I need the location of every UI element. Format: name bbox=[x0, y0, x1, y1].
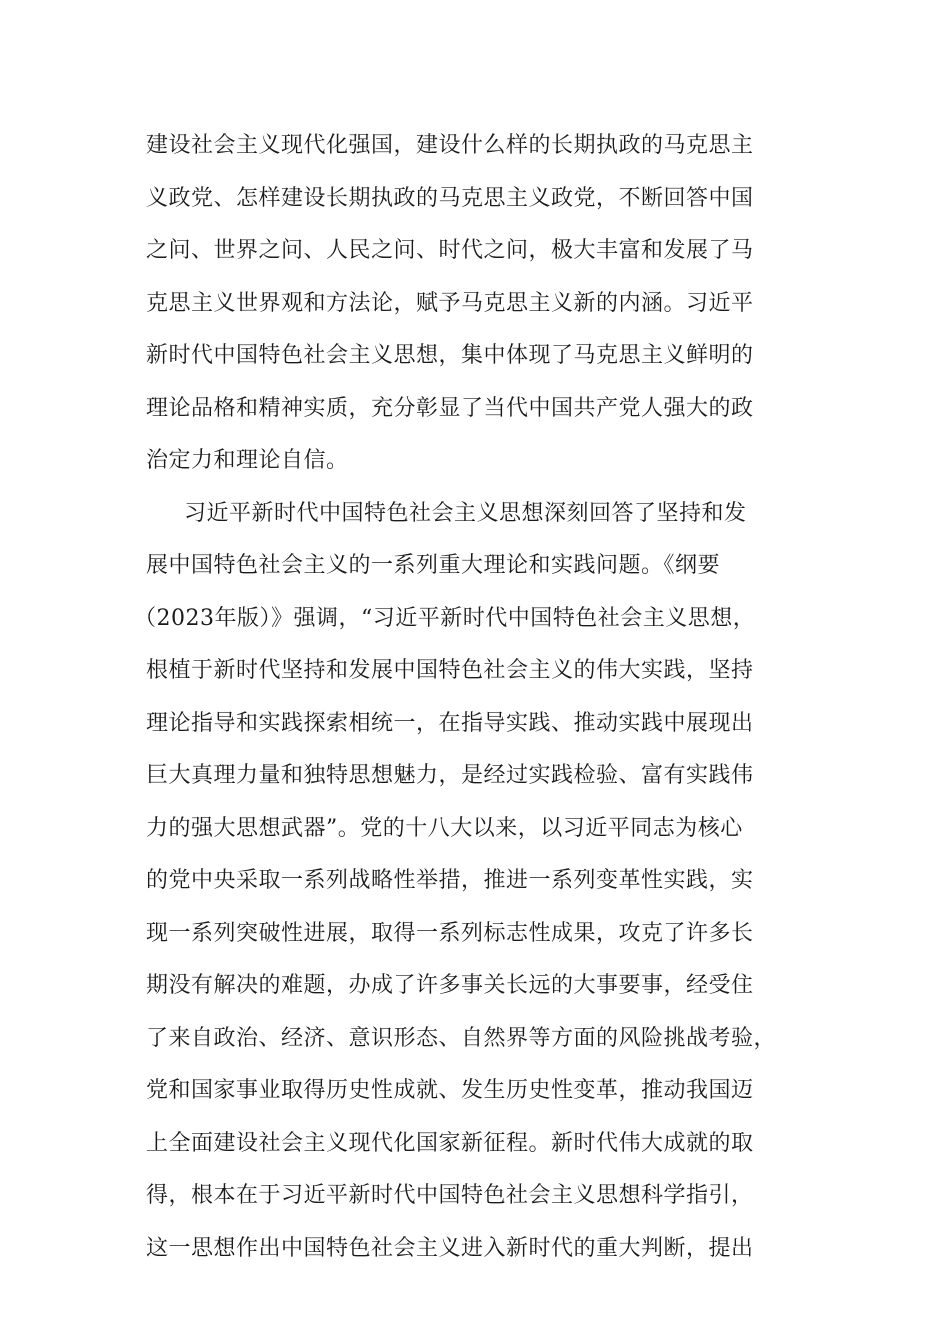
text-line: 现一系列突破性进展，取得一系列标志性成果，攻克了许多长 bbox=[146, 920, 754, 946]
text-line: 上全面建设社会主义现代化国家新征程。新时代伟大成就的取 bbox=[146, 1130, 754, 1156]
text-line: 了来自政治、经济、意识形态、自然界等方面的风险挑战考验， bbox=[146, 1025, 777, 1051]
text-line: 得，根本在于习近平新时代中国特色社会主义思想科学指引， bbox=[146, 1183, 754, 1208]
text-line: 根植于新时代坚持和发展中国特色社会主义的伟大实践，坚持 bbox=[146, 658, 754, 683]
text-line: 巨大真理力量和独特思想魅力，是经过实践检验、富有实践伟 bbox=[146, 763, 754, 788]
text-line: 治定力和理论自信。 bbox=[146, 448, 349, 473]
body-text bbox=[134, 120, 806, 1275]
text-line: 理论品格和精神实质，充分彰显了当代中国共产党人强大的政 bbox=[146, 395, 754, 421]
text-line: 党和国家事业取得历史性成就、发生历史性变革，推动我国迈 bbox=[146, 1078, 754, 1103]
text-line: 理论指导和实践探索相统一，在指导实践、推动实践中展现出 bbox=[146, 710, 754, 736]
text-line: 展中国特色社会主义的一系列重大理论和实践问题。《纲要 bbox=[146, 553, 721, 578]
text-line: 期没有解决的难题，办成了许多事关长远的大事要事，经受住 bbox=[146, 973, 754, 998]
text-line: 习近平新时代中国特色社会主义思想深刻回答了坚持和发 bbox=[184, 500, 747, 526]
text-line: 这一思想作出中国特色社会主义进入新时代的重大判断，提出 bbox=[146, 1235, 754, 1261]
text-line: 力的强大思想武器”。党的十八大以来，以习近平同志为核心 bbox=[146, 815, 743, 841]
text-line: 建设社会主义现代化强国，建设什么样的长期执政的马克思主 bbox=[146, 133, 754, 158]
text-line: 的党中央采取一系列战略性举措，推进一系列变革性实践，实 bbox=[146, 868, 754, 893]
text-line: 新时代中国特色社会主义思想，集中体现了马克思主义鲜明的 bbox=[146, 343, 754, 368]
text-line: 克思主义世界观和方法论，赋予马克思主义新的内涵。习近平 bbox=[146, 290, 754, 316]
paragraph-1 bbox=[146, 120, 806, 488]
text-line: 之问、世界之问、人民之问、时代之问，极大丰富和发展了马 bbox=[146, 238, 754, 263]
text-line: 义政党、怎样建设长期执政的马克思主义政党，不断回答中国 bbox=[146, 185, 754, 211]
text-line: （2023年版）》强调，“习近平新时代中国特色社会主义思想， bbox=[134, 605, 756, 631]
paragraph-2 bbox=[134, 488, 806, 1276]
